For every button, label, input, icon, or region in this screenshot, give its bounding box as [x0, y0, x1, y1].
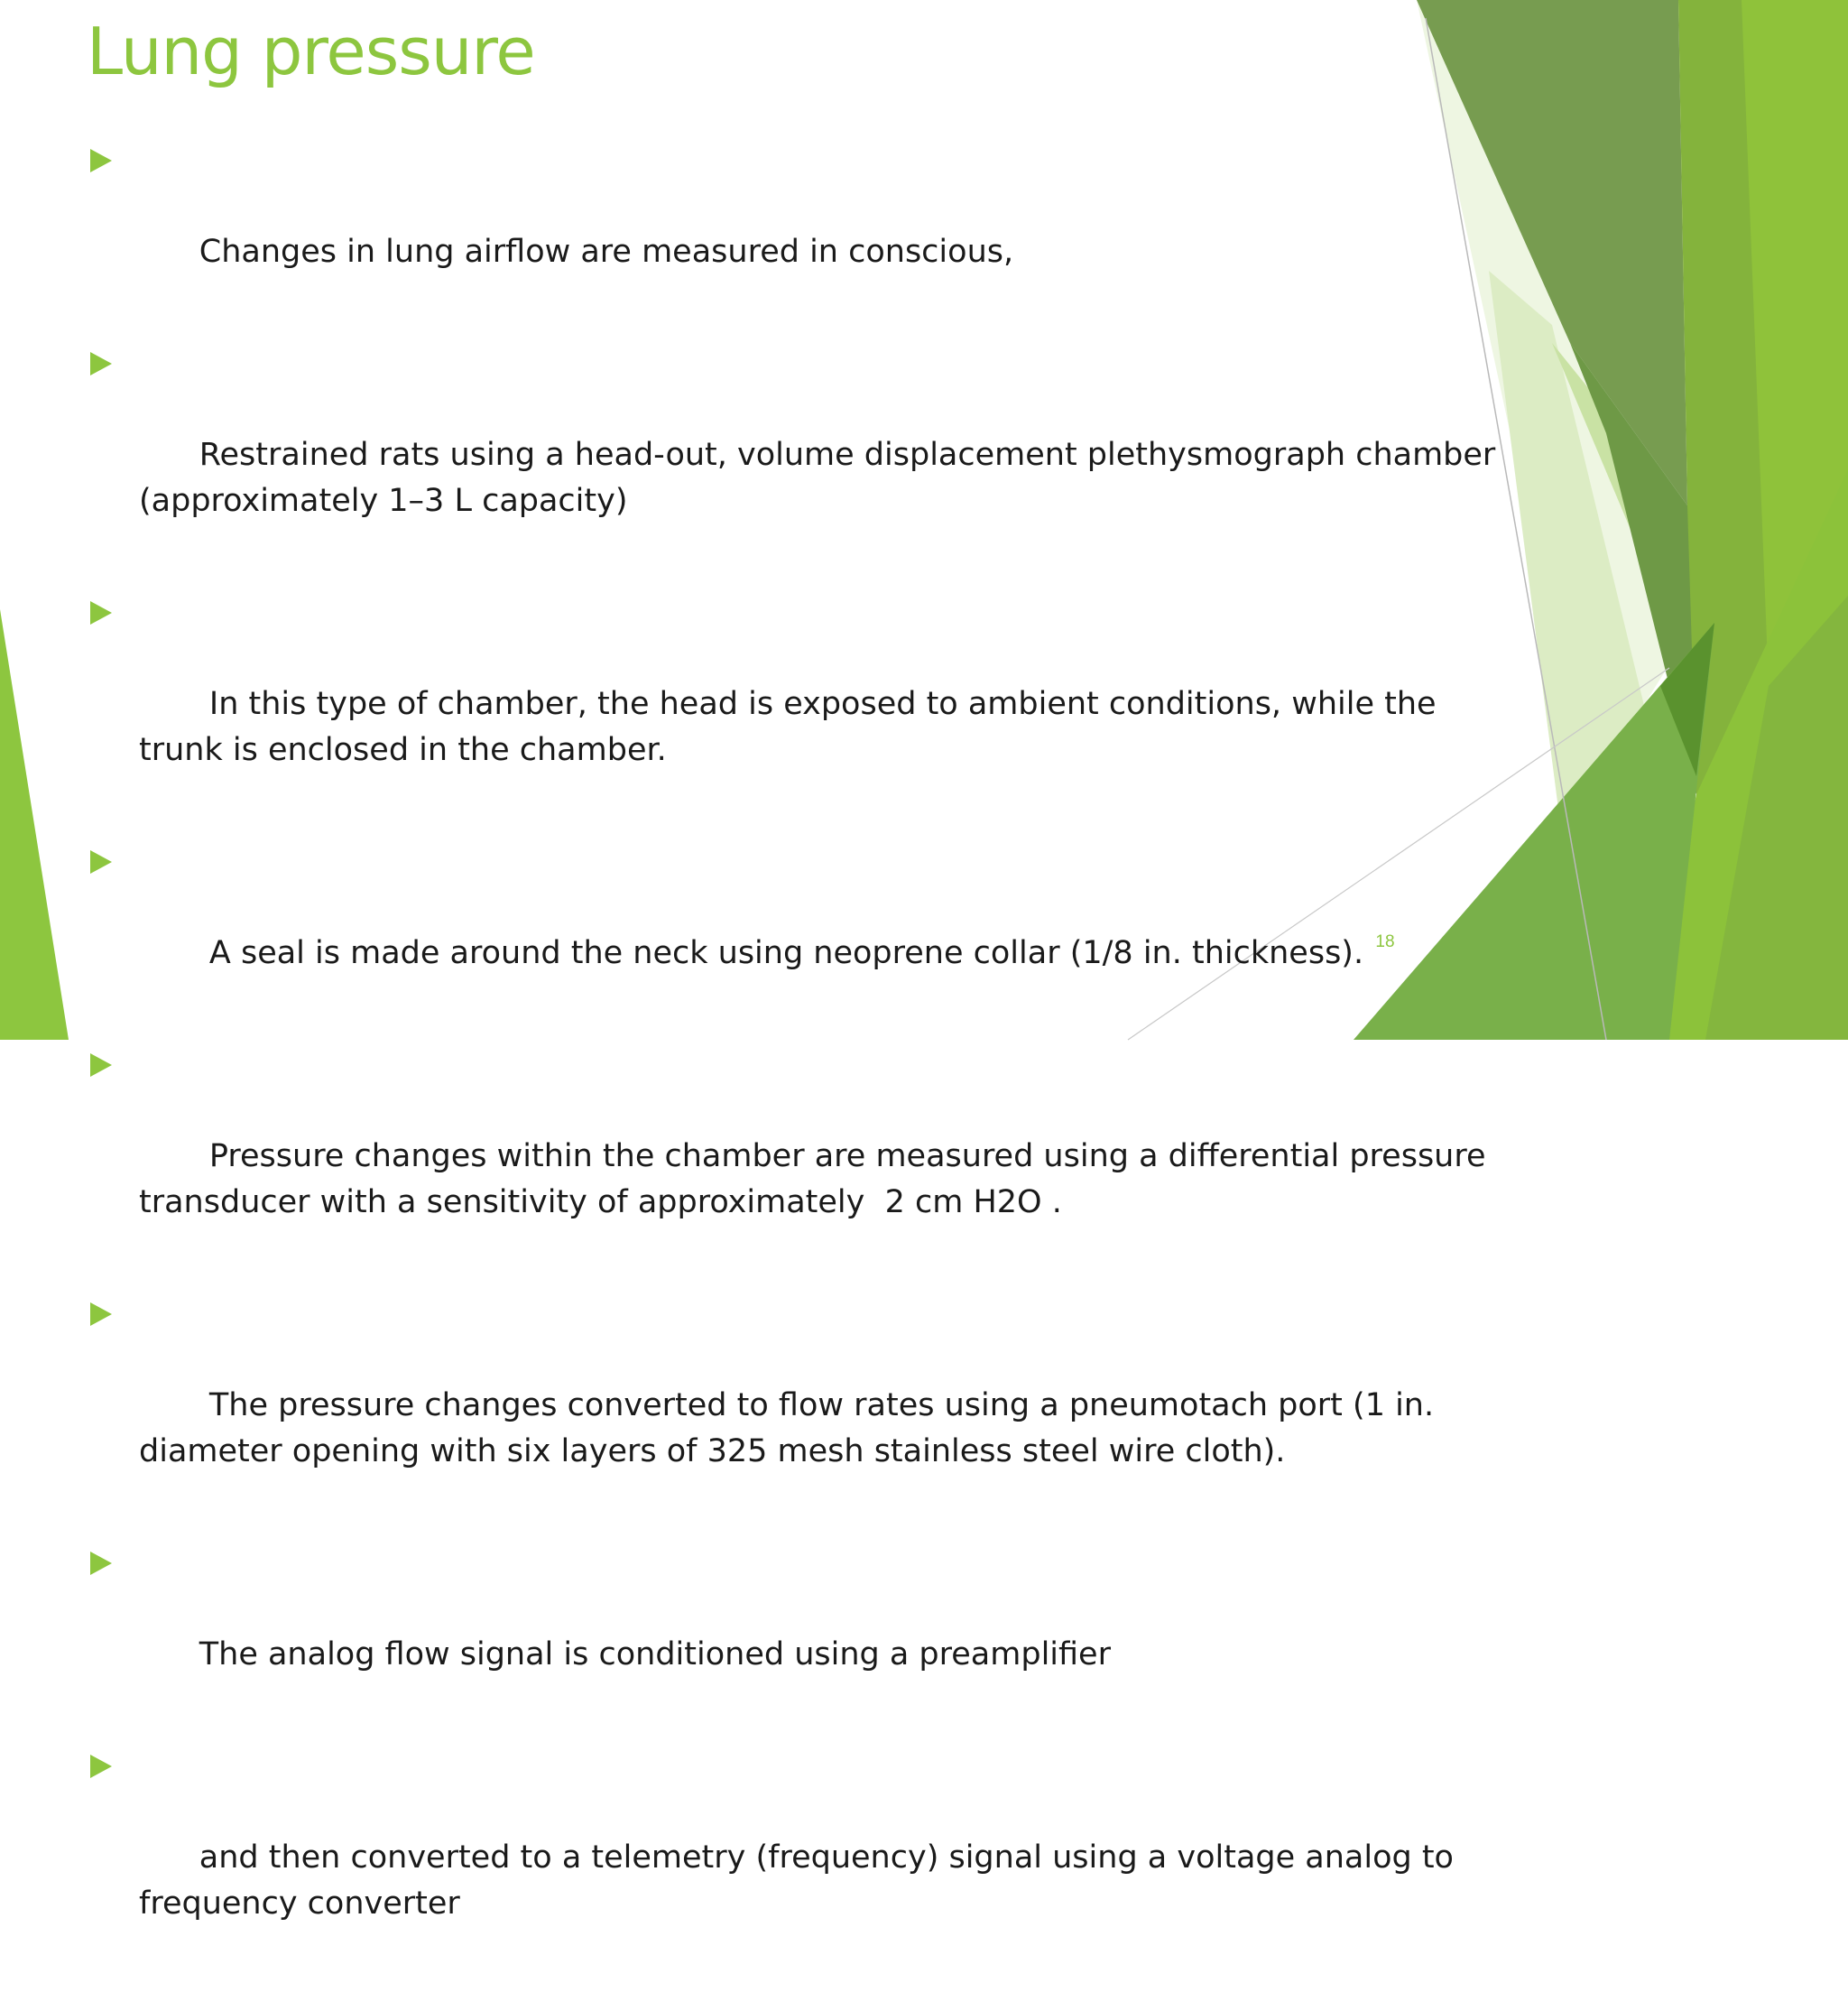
bullet-text: In this type of chamber, the head is exposed to ambient conditions, while the trunk is enclosed in the chamber. — [139, 686, 1446, 768]
slide-title: Lung pressure — [87, 14, 535, 89]
bullet-item — [88, 1540, 1514, 1724]
left-green-sliver — [0, 609, 69, 1040]
triangle-right-icon — [90, 352, 112, 375]
triangle-right-icon — [90, 1552, 112, 1575]
bullet-text: A seal is made around the neck using neoprene collar (1/8 in. thickness). — [199, 935, 1364, 971]
bullet-text: The analog flow signal is conditioned using a preamplifier — [199, 1636, 1111, 1672]
bullet-text: The pressure changes converted to flow rates using a pneumotach port (1 in. diameter opening with six layers of 325 mesh stainless steel wire cloth). — [139, 1387, 1445, 1469]
bullet-item — [88, 1743, 1514, 1973]
triangle-right-icon — [90, 1053, 112, 1077]
bullet-item — [88, 1291, 1514, 1521]
bullet-item — [88, 589, 1514, 820]
triangle-right-icon — [90, 149, 112, 172]
triangle-right-icon — [90, 1302, 112, 1326]
triangle-right-icon — [90, 601, 112, 625]
triangle-right-icon — [90, 850, 112, 874]
page-number: 18 — [1375, 932, 1395, 951]
bullet-item — [88, 838, 1514, 1023]
triangle-right-icon — [90, 1755, 112, 1778]
bullet-list — [88, 137, 1514, 1992]
bullet-text: Pressure changes within the chamber are measured using a differential pressure transducer with a sensitivity of approximately 2 cm H2O . — [139, 1138, 1496, 1220]
bullet-item — [88, 137, 1514, 321]
bullet-item — [88, 1042, 1514, 1272]
bullet-text: and then converted to a telemetry (frequency) signal using a voltage analog to frequency converter — [139, 1839, 1465, 1922]
bullet-text: Restrained rats using a head-out, volume displacement plethysmograph chamber (approximately 1–3 L capacity) — [139, 437, 1506, 519]
bullet-text: Changes in lung airflow are measured in conscious, — [199, 234, 1014, 270]
bullet-item — [88, 340, 1514, 570]
